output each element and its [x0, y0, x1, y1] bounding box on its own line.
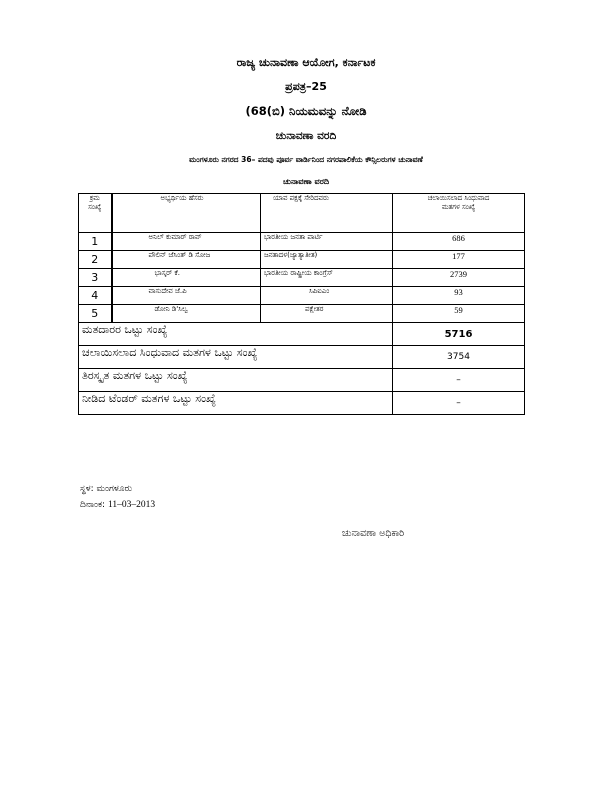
candidate-votes: 686	[393, 233, 525, 251]
table-row	[79, 233, 525, 251]
date-line	[80, 500, 155, 510]
tendered-votes-label: ನೀಡಿದ ಟೆಂಡರ್ ಮತಗಳ ಒಟ್ಟು ಸಂಖ್ಯೆ	[79, 392, 393, 415]
candidate-votes: 59	[393, 305, 525, 323]
row-number: 4	[79, 287, 112, 305]
candidate-name: ಅನಿಲ್ ಕುಮಾರ್ ರಾವ್	[112, 233, 261, 251]
total-electors-label: ಮತದಾರರ ಒಟ್ಟು ಸಂಖ್ಯೆ	[79, 323, 393, 346]
tendered-votes-value: –	[393, 392, 525, 415]
report-title: ಚುನಾವಣಾ ವರದಿ	[275, 130, 337, 142]
header-serial-line2: ಸಂಖ್ಯೆ	[88, 203, 102, 211]
report-subtitle: ಚುನಾವಣಾ ವರದಿ	[282, 177, 330, 186]
table-row	[79, 287, 525, 305]
table-row	[79, 305, 525, 323]
rule-reference: (68(ಬಿ) ನಿಯಮವನ್ನು ನೋಡಿ	[245, 104, 367, 118]
candidate-name: ಡೋನಿ ಡಿ'ಸಿಲ್ವ	[112, 305, 261, 323]
candidate-votes: 177	[393, 251, 525, 269]
table-row	[79, 269, 525, 287]
candidate-name: ವಾಸುದೇವ ಜೆ.ಪಿ	[112, 287, 261, 305]
date-label: ದಿನಾಂಕ:	[80, 500, 106, 510]
header-serial-line1: ಕ್ರಮ	[89, 194, 100, 202]
header-serial	[79, 194, 112, 233]
candidate-name: ಭಾಸ್ಕರ್ ಕೆ.	[112, 269, 261, 287]
total-electors-value: 5716	[393, 323, 525, 346]
commission-title: ರಾಜ್ಯ ಚುನಾವಣಾ ಆಯೋಗ, ಕರ್ನಾಟಕ	[236, 56, 376, 69]
form-number: ಪ್ರಪತ್ರ–25	[285, 80, 327, 93]
header-votes-line1: ಚಲಾಯಿಸಲಾದ ಸಿಂಧುವಾದ	[427, 194, 490, 202]
candidate-votes: 2739	[393, 269, 525, 287]
rejected-votes-label: ತಿರಸ್ಕೃತ ಮತಗಳ ಒಟ್ಟು ಸಂಖ್ಯೆ	[79, 369, 393, 392]
row-number: 5	[79, 305, 112, 323]
candidate-party: ಪಕ್ಷೇತರ	[261, 305, 393, 323]
election-description: ಮಂಗಳೂರು ನಗರದ 36– ಪದವು ಪೂರ್ವ ವಾರ್ಡಿನಿಂದ ನಗರಪಾಲಿಕೆಯ ಕೌನ್ಸಿಲರುಗಳ ಚುನಾವಣೆ	[189, 155, 423, 164]
total-valid-votes-label: ಚಲಾಯಿಸಲಾದ ಸಿಂಧುವಾದ ಮತಗಳ ಒಟ್ಟು ಸಂಖ್ಯೆ	[79, 346, 393, 369]
rejected-votes-row	[79, 369, 525, 392]
total-valid-votes-value: 3754	[393, 346, 525, 369]
row-number: 2	[79, 251, 112, 269]
results-table	[78, 193, 525, 415]
header-votes	[393, 194, 525, 233]
header-candidate-name: ಅಭ್ಯರ್ಥಿಯ ಹೆಸರು	[112, 194, 261, 233]
total-electors-row	[79, 323, 525, 346]
election-officer-signature-label: ಚುನಾವಣಾ ಅಧಿಕಾರಿ	[342, 528, 405, 539]
table-row	[79, 251, 525, 269]
candidate-party: ಭಾರತೀಯ ರಾಷ್ಟ್ರೀಯ ಕಾಂಗ್ರೆಸ್	[261, 269, 393, 287]
header-party: ಯಾವ ಪಕ್ಷಕ್ಕೆ ಸೇರಿದವರು	[261, 194, 393, 233]
place-line: ಸ್ಥಳ: ಮಂಗಳೂರು	[80, 484, 133, 494]
rejected-votes-value: –	[393, 369, 525, 392]
candidate-party: ಜನತಾದಳ(ಜ್ಯಾತ್ಯಾತೀತ)	[261, 251, 393, 269]
tendered-votes-row	[79, 392, 525, 415]
total-valid-votes-row	[79, 346, 525, 369]
candidate-party: ಭಾರತೀಯ ಜನತಾ ಪಾರ್ಟಿ	[261, 233, 393, 251]
header-votes-line2: ಮತಗಳ ಸಂಖ್ಯೆ	[441, 203, 476, 211]
candidate-name: ಪೌಲಿನ್ ಜೆಸಿಂತ್ ಡಿ ಸೋಜ	[112, 251, 261, 269]
candidate-votes: 93	[393, 287, 525, 305]
date-value: 11–03–2013	[107, 500, 156, 510]
row-number: 1	[79, 233, 112, 251]
candidate-party: ಸಿಪಿಐಎಂ	[261, 287, 393, 305]
table-header-row	[79, 194, 525, 233]
row-number: 3	[79, 269, 112, 287]
